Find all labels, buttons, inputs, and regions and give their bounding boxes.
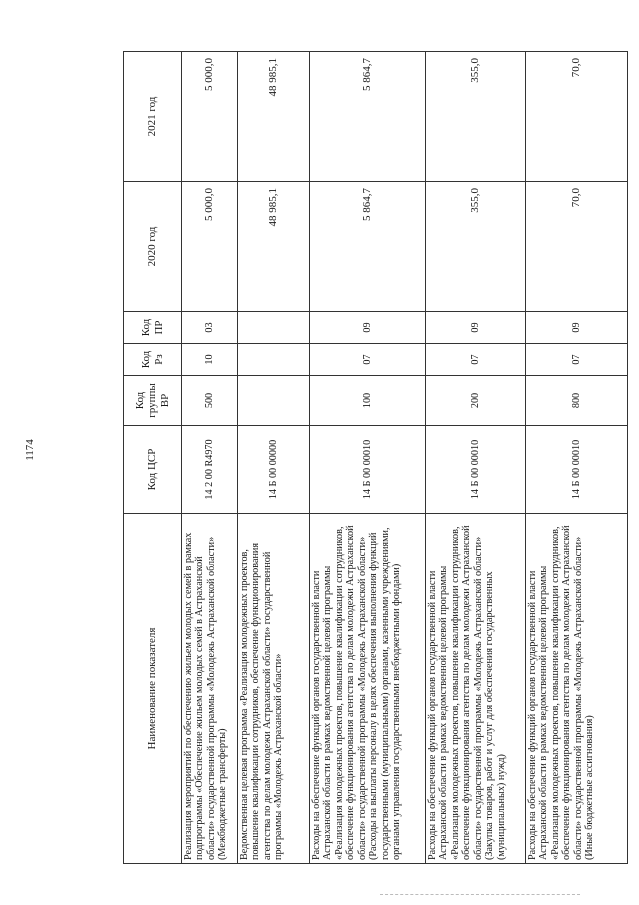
row-name: Ведомственная целевая программа «Реализация молодежных проектов, повышение квалификации сотрудников, обеспечение функционирования агентства по делам молодежи Астраханской области» государственной программы «Молодежь Астраханской области» — [238, 514, 310, 864]
header-2021: 2021 год — [124, 52, 182, 182]
table-row — [426, 52, 526, 864]
row-rz — [238, 344, 310, 376]
row-pr: 09 — [426, 312, 526, 344]
row-csr: 14 Б 00 00010 — [310, 426, 426, 514]
header-name: Наименование показателя — [124, 514, 182, 864]
row-name: Реализация мероприятий по обеспечению жильем молодых семей в рамках подпрограммы «Обеспечение жильем молодых семей в Астраханской области» государственной программы «Молодежь Астраханской области» (Межбюджетные трансферты) — [182, 514, 238, 864]
row-vr: 200 — [426, 376, 526, 426]
row-2021: 5 000,0 — [182, 52, 238, 182]
table-row — [526, 52, 628, 864]
row-name: Расходы на обеспечение функций органов государственной власти Астраханской области в рамках ведомственной целевой программы «Реализация молодежных проектов, повышение квалификации сотрудников, обеспечение функционирования агентства по делам молодежи Астраханской области» государственной программы «Молодежь Астраханской области» (Иные бюджетные ассигнования) — [526, 514, 628, 864]
row-rz: 07 — [526, 344, 628, 376]
row-2021: 5 864,7 — [310, 52, 426, 182]
budget-table — [123, 51, 628, 864]
row-csr: 14 Б 00 00000 — [238, 426, 310, 514]
row-pr: 09 — [526, 312, 628, 344]
row-2020: 48 985,1 — [238, 182, 310, 312]
row-pr: 03 — [182, 312, 238, 344]
row-vr: 800 — [526, 376, 628, 426]
rotated-table-wrapper — [123, 52, 627, 864]
row-vr — [238, 376, 310, 426]
row-rz: 10 — [182, 344, 238, 376]
row-vr: 500 — [182, 376, 238, 426]
table-row — [238, 52, 310, 864]
row-rz: 07 — [426, 344, 526, 376]
page-number: 1174 — [24, 439, 36, 461]
row-2021: 70,0 — [526, 52, 628, 182]
scan-edge-line — [380, 894, 580, 895]
row-pr: 09 — [310, 312, 426, 344]
row-rz: 07 — [310, 344, 426, 376]
header-2020: 2020 год — [124, 182, 182, 312]
header-rz: Код Рз — [124, 344, 182, 376]
row-2020: 5 864,7 — [310, 182, 426, 312]
row-2021: 355,0 — [426, 52, 526, 182]
row-name: Расходы на обеспечение функций органов государственной власти Астраханской области в рамках ведомственной целевой программы «Реализация молодежных проектов, повышение квалификации сотрудников, обеспечение функционирования агентства по делам молодежи Астраханской области» государственной программы «Молодежь Астраханской области» (Расходы на выплаты персоналу в целях обеспечения выполнения функций государственными (муниципальными) органами, казенными учреждениями, органами управления государственными внебюджетными фондами) — [310, 514, 426, 864]
row-csr: 14 Б 00 00010 — [526, 426, 628, 514]
row-2020: 355,0 — [426, 182, 526, 312]
row-csr: 14 2 00 R4970 — [182, 426, 238, 514]
header-row — [124, 52, 182, 864]
table-row — [310, 52, 426, 864]
table-row — [182, 52, 238, 864]
header-csr: Код ЦСР — [124, 426, 182, 514]
row-pr — [238, 312, 310, 344]
row-name: Расходы на обеспечение функций органов государственной власти Астраханской области в рамках ведомственной целевой программы «Реализация молодежных проектов, повышение квалификации сотрудников, обеспечение функционирования агентства по делам молодежи Астраханской области» государственной программы «Молодежь Астраханской области» (Закупка товаров, работ и услуг для обеспечения государственных (муниципальных) нужд) — [426, 514, 526, 864]
row-2021: 48 985,1 — [238, 52, 310, 182]
row-2020: 5 000,0 — [182, 182, 238, 312]
header-vr: Код группы ВР — [124, 376, 182, 426]
header-pr: Код ПР — [124, 312, 182, 344]
row-2020: 70,0 — [526, 182, 628, 312]
row-vr: 100 — [310, 376, 426, 426]
row-csr: 14 Б 00 00010 — [426, 426, 526, 514]
